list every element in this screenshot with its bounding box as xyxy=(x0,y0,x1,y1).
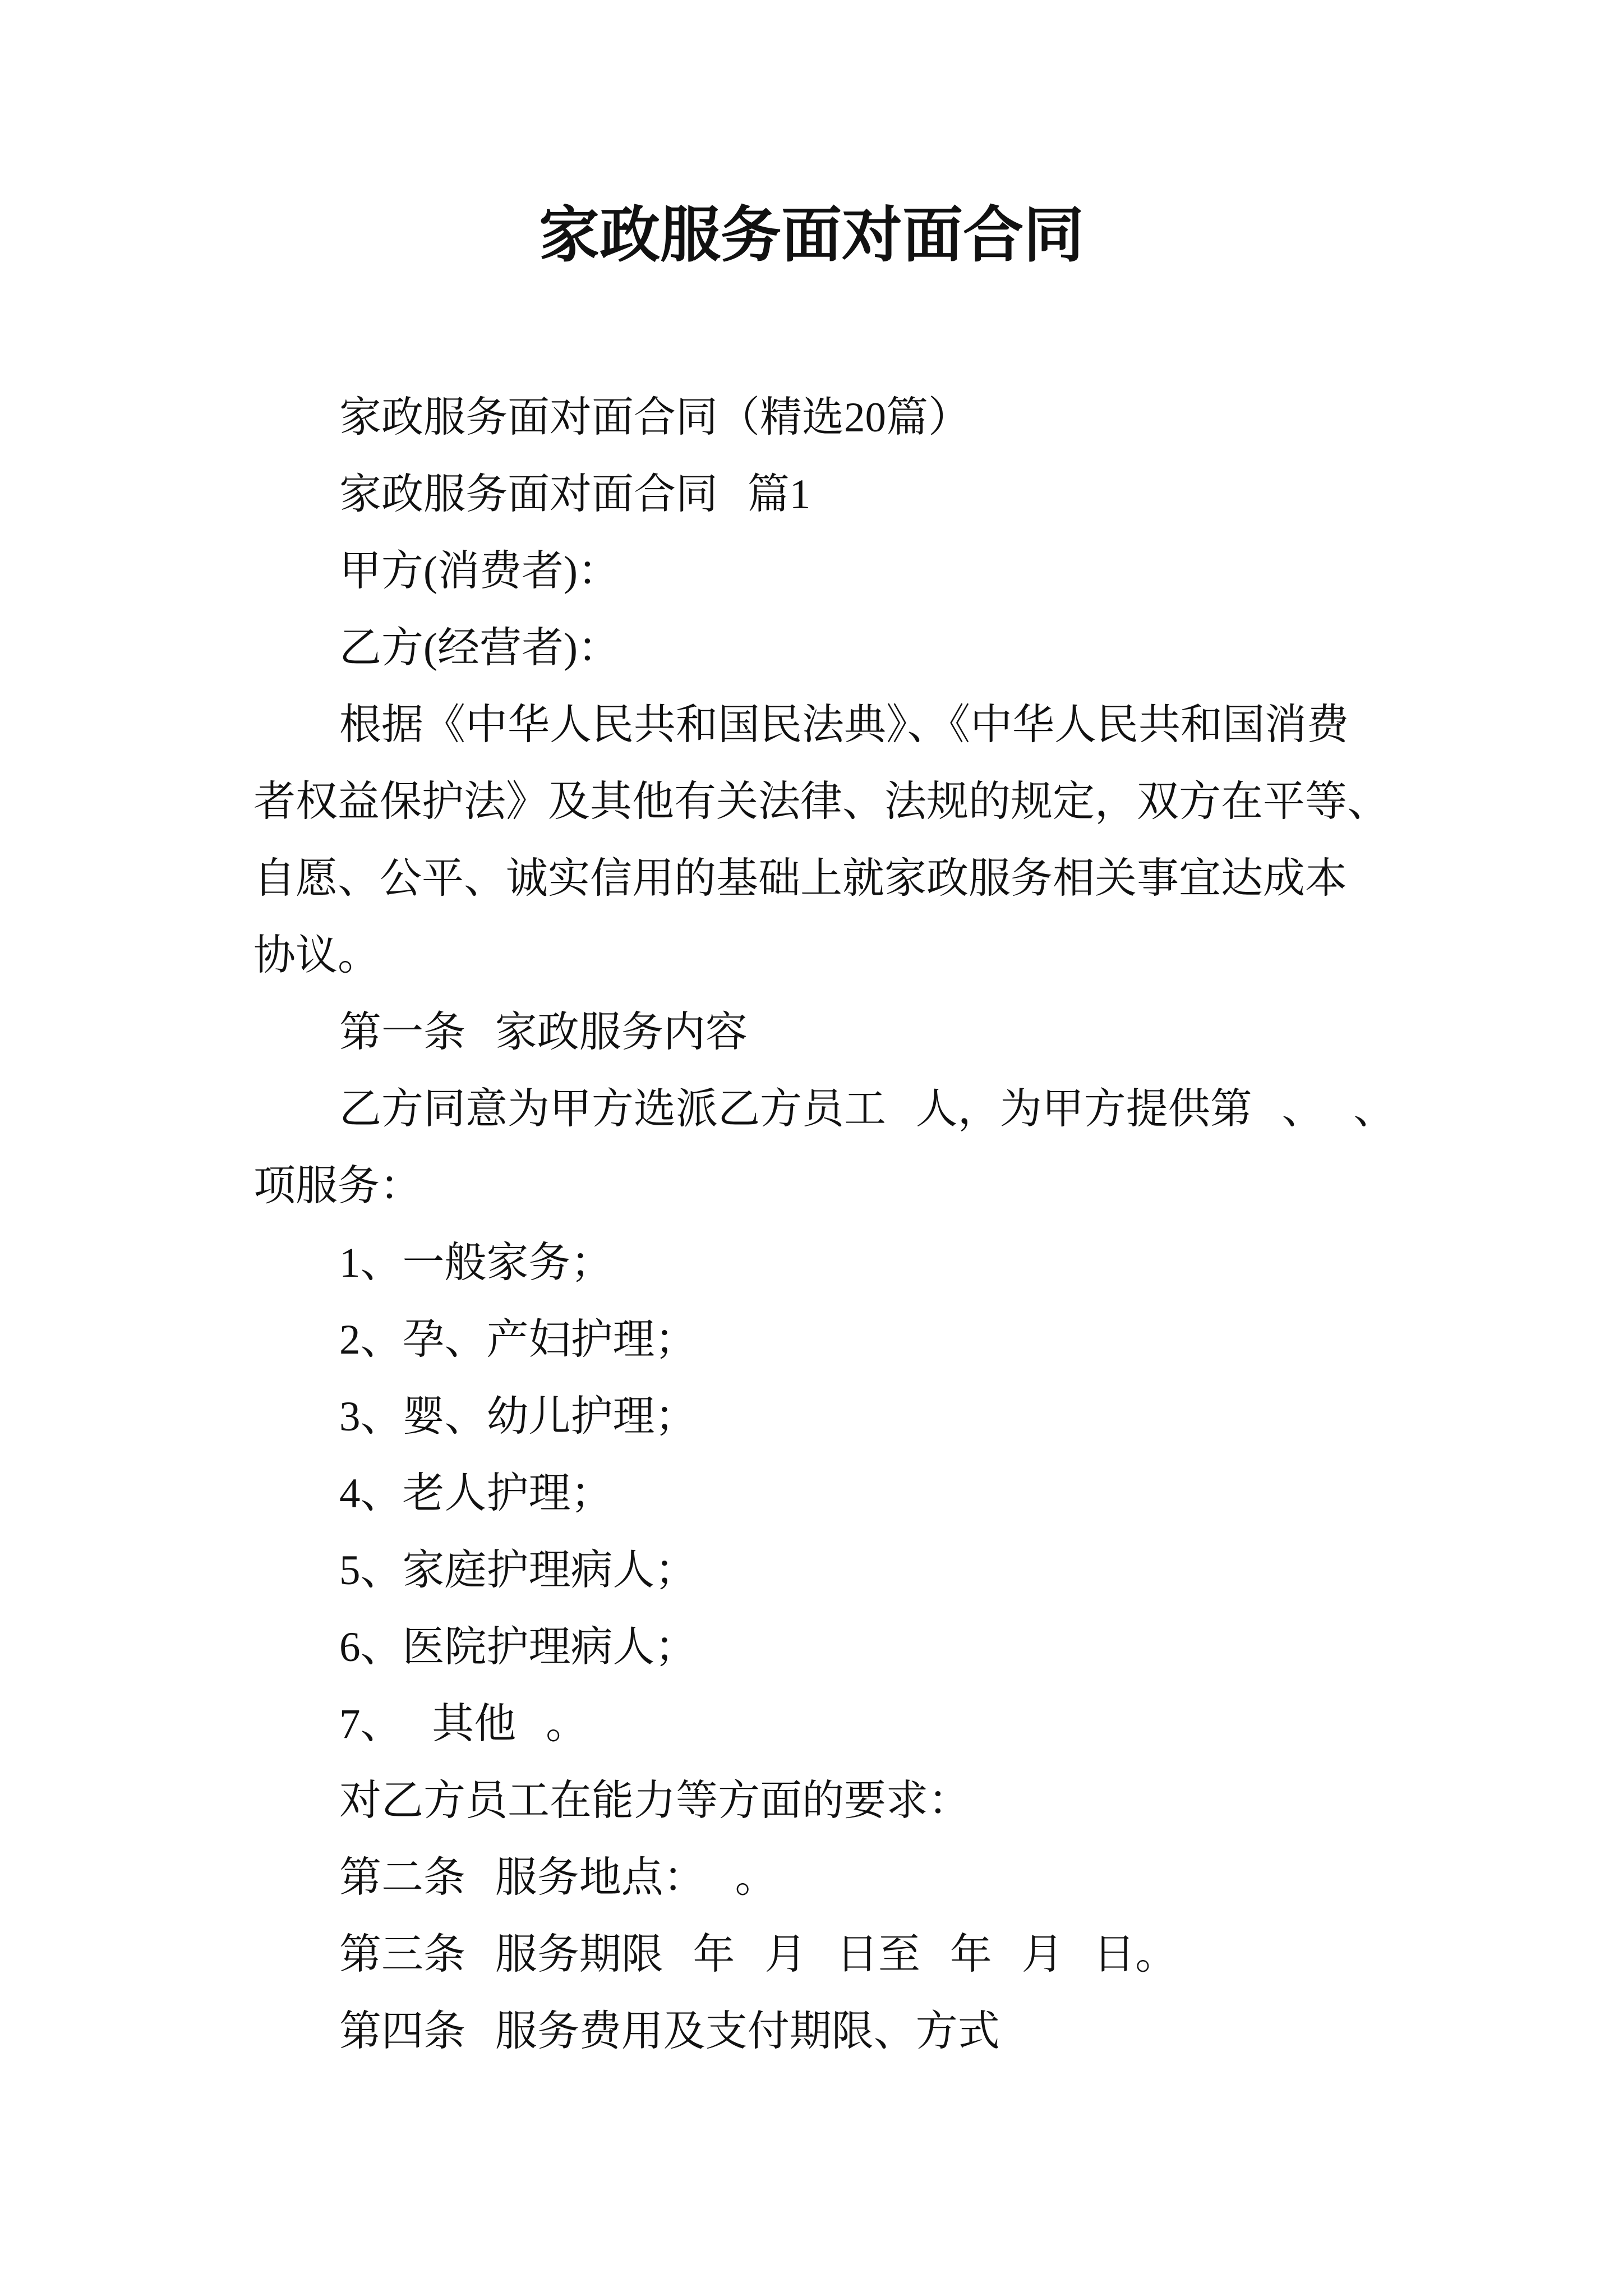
service-item-1 xyxy=(253,1225,1395,1301)
list-item: 1、一般家务； xyxy=(339,1240,613,1286)
paragraph-line: 家政服务面对面合同（精选20篇） xyxy=(339,394,971,441)
document-body xyxy=(253,379,1395,2070)
preamble-paragraph xyxy=(253,687,1395,994)
service-item-4 xyxy=(253,1455,1395,1532)
paragraph-line: 对乙方员工在能力等方面的要求： xyxy=(339,1778,971,1824)
party-a-line xyxy=(253,533,1395,610)
paragraph-line: 家政服务面对面合同 篇1 xyxy=(339,471,811,518)
clause-4-fees-payment xyxy=(253,1993,1395,2070)
paragraph-line: 项服务： xyxy=(253,1163,422,1209)
service-item-2 xyxy=(253,1301,1395,1378)
list-item: 2、孕、产妇护理； xyxy=(339,1317,697,1363)
paragraph-line: 者权益保护法》及其他有关法律、法规的规定，双方在平等、 xyxy=(253,779,1390,825)
service-item-3 xyxy=(253,1378,1395,1455)
paragraph-line: 协议。 xyxy=(253,932,380,979)
clause-1-heading xyxy=(253,994,1395,1071)
clause-3-service-period xyxy=(253,1916,1395,1993)
document-title: 家政服务面对面合同 xyxy=(538,203,1084,269)
clause-1-text xyxy=(253,1071,1395,1225)
list-item: 4、老人护理； xyxy=(339,1470,613,1517)
service-item-5 xyxy=(253,1532,1395,1609)
clause-2-service-location xyxy=(253,1839,1395,1916)
service-item-6 xyxy=(253,1609,1395,1686)
service-item-7 xyxy=(253,1686,1395,1763)
list-item: 3、婴、幼儿护理； xyxy=(339,1393,697,1440)
list-item: 7、 其他 。 xyxy=(339,1701,588,1747)
list-item: 5、家庭护理病人； xyxy=(339,1547,697,1594)
paragraph-line: 甲方(消费者)： xyxy=(339,548,620,595)
list-item: 6、医院护理病人； xyxy=(339,1624,697,1671)
paragraph-line: 根据《中华人民共和国民法典》、《中华人民共和国消费 xyxy=(339,702,1349,748)
paragraph-line: 第二条 服务地点： 。 xyxy=(339,1855,777,1901)
paragraph-line: 第四条 服务费用及支付期限、方式 xyxy=(339,2008,1000,2055)
paragraph-line: 乙方同意为甲方选派乙方员工 人，为甲方提供第 、 、 xyxy=(339,1086,1396,1133)
paragraph-line: 第三条 服务期限 年 月 日至 年 月 日。 xyxy=(339,1931,1178,1978)
article-heading xyxy=(253,456,1395,533)
paragraph-line: 自愿、公平、诚实信用的基础上就家政服务相关事宜达成本 xyxy=(253,855,1348,902)
collection-heading xyxy=(253,379,1395,456)
paragraph-line: 第一条 家政服务内容 xyxy=(339,1009,748,1056)
staff-requirements-line xyxy=(253,1763,1395,1839)
paragraph-line: 乙方(经营者)： xyxy=(339,625,620,671)
party-b-line xyxy=(253,610,1395,687)
